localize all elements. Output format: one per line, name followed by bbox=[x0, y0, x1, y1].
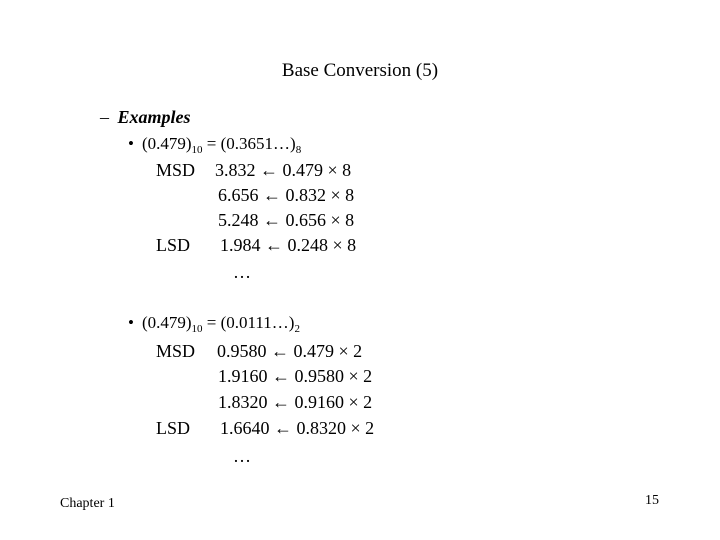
example-1-rhs-base: 8 bbox=[295, 144, 302, 156]
example-1-row: 6.656 ← 0.832 × 8 bbox=[218, 185, 355, 205]
example-1-equals: = bbox=[202, 134, 221, 153]
example-1-row: 5.248 ← 0.656 × 8 bbox=[218, 210, 355, 230]
example-2-row: 0.9580 ← 0.479 × 2 bbox=[217, 341, 363, 361]
example-2-row: 1.8320 ← 0.9160 × 2 bbox=[218, 392, 373, 412]
example-1-ellipsis: … bbox=[233, 262, 251, 282]
page-number: 15 bbox=[645, 493, 659, 508]
example-1-row: 1.984 ← 0.248 × 8 bbox=[220, 235, 357, 255]
slide-title: Base Conversion (5) bbox=[281, 60, 439, 81]
example-2-row: 1.6640 ← 0.8320 × 2 bbox=[220, 418, 375, 438]
example-1-lsd-label: LSD bbox=[156, 235, 191, 255]
example-2-ellipsis: … bbox=[233, 446, 251, 466]
example-2-msd-label: MSD bbox=[156, 341, 196, 361]
example-2-rhs-value: (0.0111…) bbox=[220, 313, 295, 332]
bullet-icon: • bbox=[128, 313, 134, 332]
example-2-heading bbox=[128, 313, 300, 333]
example-1-msd-label: MSD bbox=[156, 160, 196, 180]
example-1-lhs-value: (0.479) bbox=[141, 134, 192, 153]
example-2-lhs-base: 10 bbox=[191, 323, 203, 335]
example-1-row: 3.832 ← 0.479 × 8 bbox=[215, 160, 352, 180]
example-2-lhs-value: (0.479) bbox=[141, 313, 192, 332]
example-2-lsd-label: LSD bbox=[156, 418, 191, 438]
bullet-icon: • bbox=[128, 134, 134, 153]
footer-chapter: Chapter 1 bbox=[60, 496, 115, 511]
example-1-rhs-value: (0.3651…) bbox=[220, 134, 296, 153]
section-label: Examples bbox=[117, 107, 191, 127]
example-2-equals: = bbox=[202, 313, 221, 332]
example-2-rhs-base: 2 bbox=[294, 323, 300, 335]
example-1-heading bbox=[128, 134, 301, 154]
example-1-lhs-base: 10 bbox=[191, 144, 203, 156]
section-dash: – bbox=[100, 107, 109, 127]
section-heading bbox=[100, 107, 191, 128]
example-2-row: 1.9160 ← 0.9580 × 2 bbox=[218, 366, 373, 386]
